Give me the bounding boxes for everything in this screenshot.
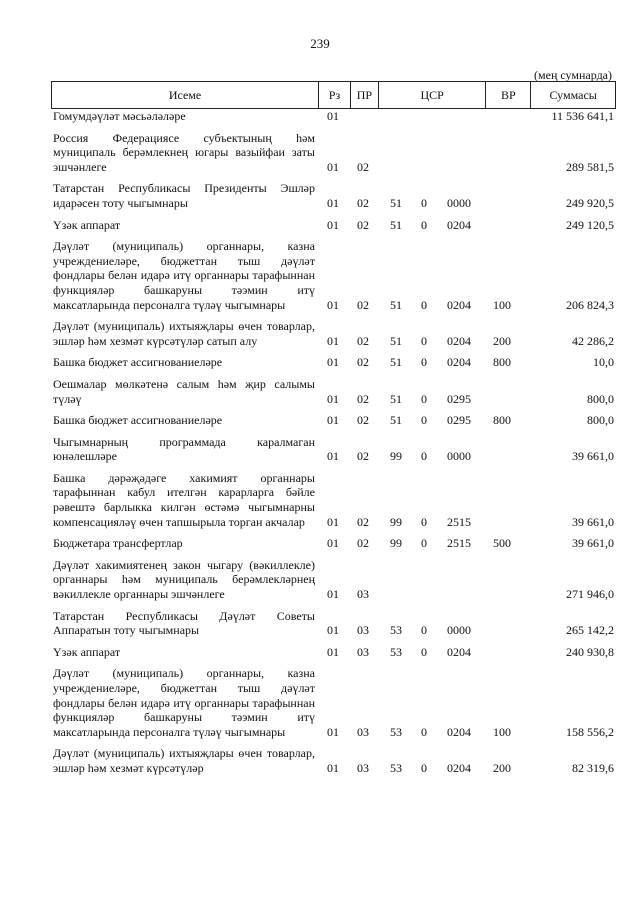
row-rz: 01 — [327, 724, 339, 739]
table-row — [51, 235, 616, 315]
row-pr: 02 — [357, 297, 369, 312]
row-rz: 01 — [327, 623, 339, 638]
row-sum: 11 536 641,1 — [551, 109, 614, 123]
row-sum: 39 661,0 — [572, 514, 614, 529]
row-sum: 82 319,6 — [572, 760, 614, 775]
row-vr: 200 — [493, 760, 511, 775]
row-sum: 39 661,0 — [572, 449, 614, 464]
row-rz: 01 — [327, 644, 339, 659]
table-row — [51, 214, 616, 236]
row-sum: 249 920,5 — [566, 195, 614, 210]
row-csr-direction: 0204 — [447, 355, 471, 370]
row-pr: 03 — [357, 644, 369, 659]
row-csr-direction: 2515 — [447, 536, 471, 551]
row-csr-direction: 0295 — [447, 391, 471, 406]
table-row — [51, 641, 616, 663]
header-vr: ВР — [486, 82, 531, 108]
row-rz: 01 — [327, 159, 339, 174]
table-row — [51, 127, 616, 178]
row-csr-direction: 0204 — [447, 644, 471, 659]
row-csr-direction: 0204 — [447, 297, 471, 312]
row-csr-program: 53 — [390, 760, 402, 775]
row-csr-program: 51 — [390, 297, 402, 312]
row-pr: 02 — [357, 333, 369, 348]
row-name: Дәүләт (муниципаль) органнары, казна учреждениеләре, бюджеттан тыш дәүләт фондлары белән идарә итү органнары тарафыннан функцияләр башкаруны тәэмин итү максатларында персоналга түләү чыгымнары — [53, 666, 315, 739]
row-rz: 01 — [327, 514, 339, 529]
row-name: Дәүләт (муниципаль) ихтыяҗлары өчен товарлар, эшләр һәм хезмәт күрсәтүләр — [53, 746, 315, 775]
row-csr-program: 51 — [390, 195, 402, 210]
row-sum: 800,0 — [587, 413, 614, 428]
row-name: Оешмалар мөлкәтенә салым һәм җир салымы түләү — [53, 376, 315, 406]
row-name: Гомумдәүләт мәсьәләләре — [53, 109, 186, 123]
table-row — [51, 409, 616, 431]
table-row — [51, 742, 616, 778]
header-pr: ПР — [351, 82, 379, 108]
row-name: Татарстан Республикасы Дәүләт Советы Аппаратын тоту чыгымнары — [53, 608, 315, 638]
row-rz: 01 — [327, 355, 339, 370]
row-pr: 02 — [357, 159, 369, 174]
row-vr: 100 — [493, 724, 511, 739]
row-csr-direction: 0000 — [447, 449, 471, 464]
row-name: Башка бюджет ассигнованиеләре — [53, 413, 223, 428]
row-pr: 03 — [357, 587, 369, 602]
row-vr: 100 — [493, 297, 511, 312]
row-sum: 265 142,2 — [566, 623, 614, 638]
row-pr: 02 — [357, 355, 369, 370]
row-sum: 206 824,3 — [566, 297, 614, 312]
row-csr-subprogram: 0 — [421, 355, 427, 370]
row-csr-direction: 0204 — [447, 217, 471, 232]
row-csr-subprogram: 0 — [421, 297, 427, 312]
row-csr-direction: 0295 — [447, 413, 471, 428]
table-row — [51, 351, 616, 373]
row-sum: 240 930,8 — [566, 644, 614, 659]
row-pr: 02 — [357, 391, 369, 406]
row-pr: 02 — [357, 413, 369, 428]
row-csr-program: 51 — [390, 217, 402, 232]
row-csr-direction: 2515 — [447, 514, 471, 529]
row-csr-program: 53 — [390, 644, 402, 659]
row-csr-subprogram: 0 — [421, 644, 427, 659]
row-csr-subprogram: 0 — [421, 536, 427, 551]
row-csr-direction: 0204 — [447, 724, 471, 739]
row-csr-subprogram: 0 — [421, 623, 427, 638]
row-csr-subprogram: 0 — [421, 449, 427, 464]
header-sum: Суммасы — [549, 87, 597, 102]
row-sum: 800,0 — [587, 391, 614, 406]
row-csr-direction: 0000 — [447, 623, 471, 638]
row-pr: 02 — [357, 449, 369, 464]
row-name: Башка бюджет ассигнованиеләре — [53, 355, 223, 370]
units-label: (мең сумнарда) — [534, 68, 612, 82]
row-csr-subprogram: 0 — [421, 195, 427, 210]
row-csr-direction: 0204 — [447, 333, 471, 348]
row-pr: 03 — [357, 724, 369, 739]
table-row — [51, 315, 616, 351]
row-csr-direction: 0204 — [447, 760, 471, 775]
header-rz: Рз — [319, 82, 351, 108]
row-rz: 01 — [327, 760, 339, 775]
row-sum: 158 556,2 — [566, 724, 614, 739]
row-name: Дәүләт (муниципаль) ихтыяҗлары өчен товарлар, эшләр һәм хезмәт күрсәтүләр сатып алу — [53, 319, 315, 348]
row-name: Россия Федерациясе субъектының һәм муниципаль берәмлекнең югары вазыйфаи заты эшчәнлеге — [53, 130, 315, 174]
row-csr-program: 51 — [390, 413, 402, 428]
row-csr-subprogram: 0 — [421, 760, 427, 775]
row-rz: 01 — [327, 109, 339, 123]
table-body — [51, 109, 616, 779]
row-name: Үзәк аппарат — [53, 217, 121, 232]
row-sum: 271 946,0 — [566, 587, 614, 602]
row-name: Бюджетара трансфертлар — [53, 536, 183, 551]
row-rz: 01 — [327, 587, 339, 602]
table-row — [51, 109, 616, 127]
row-sum: 289 581,5 — [566, 159, 614, 174]
header-csr: ЦСР — [379, 82, 487, 108]
row-csr-program: 51 — [390, 333, 402, 348]
row-csr-program: 51 — [390, 355, 402, 370]
row-sum: 39 661,0 — [572, 536, 614, 551]
table-row — [51, 662, 616, 742]
row-pr: 02 — [357, 195, 369, 210]
row-name: Дәүләт хакимиятенең закон чыгару (вәкиллекле) органнары һәм муниципаль берәмлекләрнең вәкиллекле органнары эшчәнлеге — [53, 557, 315, 602]
row-csr-program: 51 — [390, 391, 402, 406]
row-rz: 01 — [327, 413, 339, 428]
row-csr-direction: 0000 — [447, 195, 471, 210]
row-csr-subprogram: 0 — [421, 514, 427, 529]
row-sum: 42 286,2 — [572, 333, 614, 348]
row-csr-subprogram: 0 — [421, 724, 427, 739]
page-number: 239 — [310, 36, 330, 51]
header-name: Исеме — [52, 82, 319, 108]
row-name: Башка дәрәҗәдәге хакимият органнары тарафыннан кабул ителгән карарларга бәйле рәвештә барлыкка килгән өстәмә чыгымнарны компенсацияләү өчен тапшырыла торган акчалар — [53, 470, 315, 529]
row-rz: 01 — [327, 297, 339, 312]
table-row — [51, 431, 616, 467]
row-csr-subprogram: 0 — [421, 333, 427, 348]
row-vr: 800 — [493, 413, 511, 428]
row-csr-program: 53 — [390, 724, 402, 739]
table-row — [51, 373, 616, 409]
row-csr-subprogram: 0 — [421, 391, 427, 406]
row-vr: 200 — [493, 333, 511, 348]
row-pr: 02 — [357, 514, 369, 529]
row-vr: 500 — [493, 536, 511, 551]
row-rz: 01 — [327, 195, 339, 210]
row-pr: 03 — [357, 760, 369, 775]
row-csr-subprogram: 0 — [421, 217, 427, 232]
row-name: Татарстан Республикасы Президенты Эшләр идарәсен тоту чыгымнары — [53, 181, 315, 210]
row-rz: 01 — [327, 536, 339, 551]
row-rz: 01 — [327, 333, 339, 348]
table-row — [51, 467, 616, 532]
row-rz: 01 — [327, 217, 339, 232]
row-csr-program: 53 — [390, 623, 402, 638]
table-row — [51, 177, 616, 213]
budget-table — [51, 81, 616, 779]
row-vr: 800 — [493, 355, 511, 370]
row-csr-program: 99 — [390, 514, 402, 529]
table-row — [51, 605, 616, 641]
row-name: Үзәк аппарат — [53, 644, 121, 659]
row-sum: 10,0 — [593, 355, 614, 370]
row-sum: 249 120,5 — [566, 217, 614, 232]
row-pr: 02 — [357, 217, 369, 232]
table-row — [51, 532, 616, 554]
row-pr: 02 — [357, 536, 369, 551]
row-csr-subprogram: 0 — [421, 413, 427, 428]
row-csr-program: 99 — [390, 449, 402, 464]
row-rz: 01 — [327, 449, 339, 464]
row-pr: 03 — [357, 623, 369, 638]
row-rz: 01 — [327, 391, 339, 406]
row-name: Чыгымнарның программада каралмаган юнәлешләре — [53, 434, 315, 464]
row-name: Дәүләт (муниципаль) органнары, казна учреждениеләре, бюджеттан тыш дәүләт фондлары белән идарә итү органнары тарафыннан функцияләр башкаруны тәэмин итү максатларында персоналга түләү чыгымнары — [53, 239, 315, 312]
table-row — [51, 554, 616, 605]
table-header — [51, 81, 616, 109]
row-csr-program: 99 — [390, 536, 402, 551]
